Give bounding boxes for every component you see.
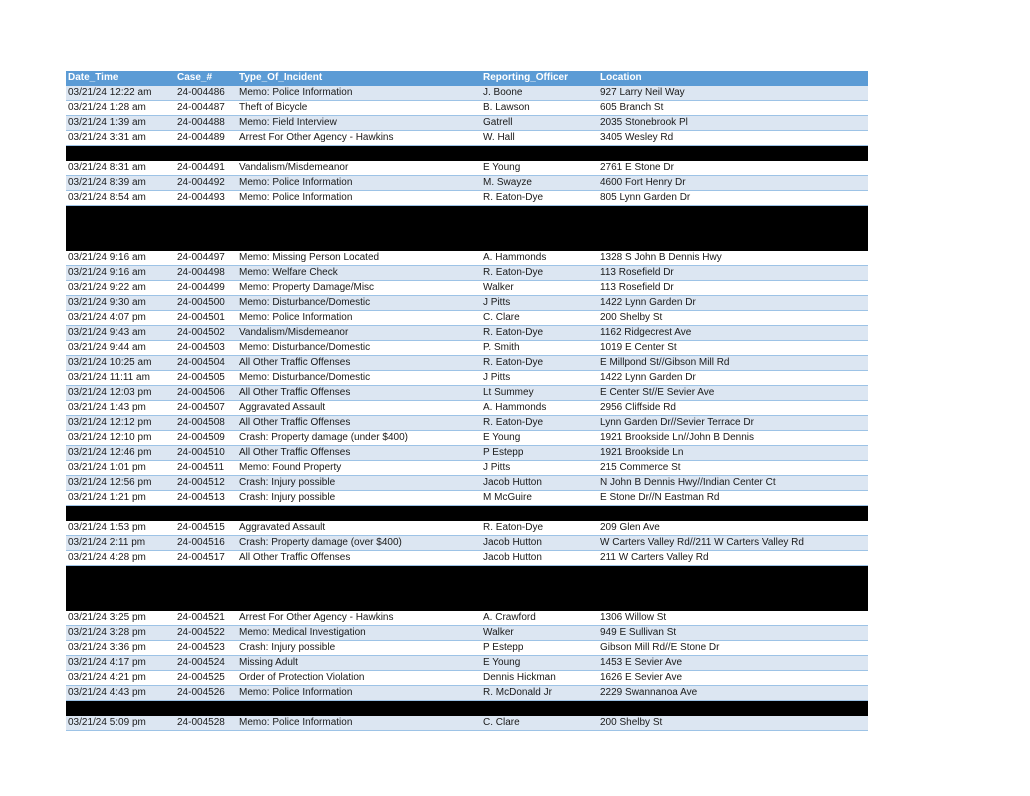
cell-location: 1422 Lynn Garden Dr (600, 297, 696, 308)
cell-case-number: 24-004509 (177, 432, 225, 443)
cell-reporting-officer: Gatrell (483, 117, 513, 128)
table-row (66, 341, 868, 356)
cell-type-of-incident: All Other Traffic Offenses (239, 552, 351, 563)
cell-date-time: 03/21/24 9:44 am (68, 342, 146, 353)
cell-location: 605 Branch St (600, 102, 664, 113)
cell-reporting-officer: P. Smith (483, 342, 520, 353)
table-row (66, 431, 868, 446)
table-row (66, 116, 868, 131)
cell-case-number: 24-004522 (177, 627, 225, 638)
cell-reporting-officer: Jacob Hutton (483, 552, 542, 563)
table-row (66, 296, 868, 311)
cell-type-of-incident: Vandalism/Misdemeanor (239, 162, 349, 173)
cell-date-time: 03/21/24 3:36 pm (68, 642, 146, 653)
table-row (66, 101, 868, 116)
cell-date-time: 03/21/24 12:46 pm (68, 447, 152, 458)
cell-type-of-incident: All Other Traffic Offenses (239, 387, 351, 398)
table-row (66, 626, 868, 641)
cell-location: 209 Glen Ave (600, 522, 660, 533)
cell-case-number: 24-004515 (177, 522, 225, 533)
cell-case-number: 24-004491 (177, 162, 225, 173)
cell-location: E Millpond St//Gibson Mill Rd (600, 357, 730, 368)
cell-case-number: 24-004486 (177, 87, 225, 98)
cell-reporting-officer: R. Eaton-Dye (483, 192, 544, 203)
cell-type-of-incident: Vandalism/Misdemeanor (239, 327, 349, 338)
cell-type-of-incident: Crash: Injury possible (239, 492, 336, 503)
cell-reporting-officer: J Pitts (483, 297, 511, 308)
cell-type-of-incident: Theft of Bicycle (239, 102, 308, 113)
cell-type-of-incident: Memo: Disturbance/Domestic (239, 372, 371, 383)
cell-location: 1626 E Sevier Ave (600, 672, 683, 683)
cell-reporting-officer: A. Crawford (483, 612, 536, 623)
table-row (66, 311, 868, 326)
cell-date-time: 03/21/24 9:16 am (68, 252, 146, 263)
cell-date-time: 03/21/24 5:09 pm (68, 717, 146, 728)
cell-date-time: 03/21/24 4:07 pm (68, 312, 146, 323)
cell-location: 200 Shelby St (600, 717, 663, 728)
cell-date-time: 03/21/24 12:22 am (68, 87, 152, 98)
cell-type-of-incident: Aggravated Assault (239, 402, 326, 413)
cell-date-time: 03/21/24 8:54 am (68, 192, 146, 203)
cell-reporting-officer: R. Eaton-Dye (483, 327, 544, 338)
header-date-time: Date_Time (68, 72, 119, 83)
redacted-row (66, 236, 868, 251)
cell-case-number: 24-004506 (177, 387, 225, 398)
cell-case-number: 24-004516 (177, 537, 225, 548)
cell-date-time: 03/21/24 4:28 pm (68, 552, 146, 563)
cell-case-number: 24-004504 (177, 357, 225, 368)
cell-date-time: 03/21/24 1:28 am (68, 102, 146, 113)
cell-reporting-officer: Walker (483, 282, 514, 293)
cell-reporting-officer: R. Eaton-Dye (483, 357, 544, 368)
cell-location: 927 Larry Neil Way (600, 87, 685, 98)
cell-case-number: 24-004497 (177, 252, 225, 263)
cell-location: 1306 Willow St (600, 612, 667, 623)
cell-reporting-officer: Dennis Hickman (483, 672, 556, 683)
cell-location: E Stone Dr//N Eastman Rd (600, 492, 720, 503)
table-row (66, 266, 868, 281)
cell-reporting-officer: E Young (483, 432, 521, 443)
cell-date-time: 03/21/24 4:17 pm (68, 657, 146, 668)
table-row (66, 446, 868, 461)
cell-case-number: 24-004513 (177, 492, 225, 503)
table-row (66, 491, 868, 506)
cell-type-of-incident: Order of Protection Violation (239, 672, 365, 683)
cell-reporting-officer: Lt Summey (483, 387, 534, 398)
table-row (66, 176, 868, 191)
cell-date-time: 03/21/24 3:31 am (68, 132, 146, 143)
table-header-row (66, 71, 868, 86)
cell-date-time: 03/21/24 12:12 pm (68, 417, 152, 428)
table-row (66, 326, 868, 341)
header-case-number: Case_# (177, 72, 213, 83)
table-row (66, 716, 868, 731)
cell-date-time: 03/21/24 10:25 am (68, 357, 152, 368)
cell-date-time: 03/21/24 9:30 am (68, 297, 146, 308)
table-row (66, 476, 868, 491)
cell-location: 1019 E Center St (600, 342, 677, 353)
cell-case-number: 24-004492 (177, 177, 225, 188)
table-row (66, 371, 868, 386)
cell-type-of-incident: Memo: Disturbance/Domestic (239, 297, 371, 308)
cell-location: 113 Rosefield Dr (600, 267, 674, 278)
cell-case-number: 24-004511 (177, 462, 225, 473)
cell-reporting-officer: M. Swayze (483, 177, 532, 188)
cell-date-time: 03/21/24 3:28 pm (68, 627, 146, 638)
cell-case-number: 24-004489 (177, 132, 225, 143)
cell-case-number: 24-004521 (177, 612, 225, 623)
table-body (66, 86, 868, 731)
redacted-row (66, 506, 868, 521)
header-type-of-incident: Type_Of_Incident (239, 72, 323, 83)
cell-case-number: 24-004508 (177, 417, 225, 428)
cell-reporting-officer: R. Eaton-Dye (483, 522, 544, 533)
cell-reporting-officer: W. Hall (483, 132, 515, 143)
cell-date-time: 03/21/24 4:43 pm (68, 687, 146, 698)
cell-location: 2035 Stonebrook Pl (600, 117, 688, 128)
cell-case-number: 24-004525 (177, 672, 225, 683)
cell-date-time: 03/21/24 8:31 am (68, 162, 146, 173)
cell-type-of-incident: All Other Traffic Offenses (239, 357, 351, 368)
cell-type-of-incident: Crash: Property damage (under $400) (239, 432, 408, 443)
cell-type-of-incident: Crash: Injury possible (239, 477, 336, 488)
cell-location: N John B Dennis Hwy//Indian Center Ct (600, 477, 776, 488)
cell-type-of-incident: Arrest For Other Agency - Hawkins (239, 132, 394, 143)
cell-location: Gibson Mill Rd//E Stone Dr (600, 642, 720, 653)
redacted-row (66, 206, 868, 221)
cell-type-of-incident: Memo: Missing Person Located (239, 252, 380, 263)
table-row (66, 461, 868, 476)
header-reporting-officer: Reporting_Officer (483, 72, 569, 83)
cell-type-of-incident: Memo: Police Information (239, 687, 353, 698)
cell-type-of-incident: Memo: Police Information (239, 312, 353, 323)
header-location: Location (600, 72, 642, 83)
cell-location: 1328 S John B Dennis Hwy (600, 252, 722, 263)
cell-type-of-incident: Memo: Police Information (239, 87, 353, 98)
cell-date-time: 03/21/24 1:01 pm (68, 462, 146, 473)
cell-reporting-officer: E Young (483, 657, 521, 668)
cell-location: 113 Rosefield Dr (600, 282, 674, 293)
cell-date-time: 03/21/24 1:21 pm (68, 492, 146, 503)
cell-case-number: 24-004517 (177, 552, 225, 563)
table-row (66, 521, 868, 536)
table-row (66, 551, 868, 566)
cell-date-time: 03/21/24 8:39 am (68, 177, 146, 188)
cell-reporting-officer: A. Hammonds (483, 252, 547, 263)
cell-case-number: 24-004488 (177, 117, 225, 128)
cell-reporting-officer: C. Clare (483, 312, 520, 323)
cell-date-time: 03/21/24 9:43 am (68, 327, 146, 338)
cell-type-of-incident: All Other Traffic Offenses (239, 447, 351, 458)
cell-reporting-officer: B. Lawson (483, 102, 530, 113)
cell-location: 200 Shelby St (600, 312, 663, 323)
cell-case-number: 24-004499 (177, 282, 225, 293)
table-row (66, 641, 868, 656)
redacted-row (66, 596, 868, 611)
cell-case-number: 24-004505 (177, 372, 225, 383)
table-row (66, 356, 868, 371)
cell-reporting-officer: Jacob Hutton (483, 477, 542, 488)
table-row (66, 251, 868, 266)
table-row (66, 386, 868, 401)
cell-reporting-officer: R. McDonald Jr (483, 687, 552, 698)
cell-date-time: 03/21/24 1:43 pm (68, 402, 146, 413)
cell-case-number: 24-004498 (177, 267, 225, 278)
cell-location: E Center St//E Sevier Ave (600, 387, 715, 398)
cell-case-number: 24-004502 (177, 327, 225, 338)
table-row (66, 656, 868, 671)
cell-location: 1422 Lynn Garden Dr (600, 372, 696, 383)
cell-location: 215 Commerce St (600, 462, 681, 473)
cell-date-time: 03/21/24 3:25 pm (68, 612, 146, 623)
redacted-row (66, 566, 868, 581)
redacted-row (66, 146, 868, 161)
cell-location: 2229 Swannanoa Ave (600, 687, 698, 698)
cell-case-number: 24-004528 (177, 717, 225, 728)
cell-location: 1921 Brookside Ln (600, 447, 684, 458)
cell-location: 949 E Sullivan St (600, 627, 677, 638)
cell-date-time: 03/21/24 4:21 pm (68, 672, 146, 683)
cell-type-of-incident: Aggravated Assault (239, 522, 326, 533)
redacted-row (66, 701, 868, 716)
cell-reporting-officer: C. Clare (483, 717, 520, 728)
cell-type-of-incident: Memo: Police Information (239, 177, 353, 188)
table-row (66, 281, 868, 296)
cell-location: 1162 Ridgecrest Ave (600, 327, 692, 338)
cell-location: 3405 Wesley Rd (600, 132, 674, 143)
cell-type-of-incident: Memo: Disturbance/Domestic (239, 342, 371, 353)
cell-date-time: 03/21/24 12:03 pm (68, 387, 152, 398)
cell-location: Lynn Garden Dr//Sevier Terrace Dr (600, 417, 754, 428)
cell-case-number: 24-004512 (177, 477, 225, 488)
table-row (66, 191, 868, 206)
table-row (66, 86, 868, 101)
cell-reporting-officer: P Estepp (483, 447, 524, 458)
cell-type-of-incident: Memo: Property Damage/Misc (239, 282, 375, 293)
cell-location: 805 Lynn Garden Dr (600, 192, 691, 203)
cell-type-of-incident: Memo: Police Information (239, 192, 353, 203)
cell-location: W Carters Valley Rd//211 W Carters Valley Rd (600, 537, 804, 548)
table-row (66, 611, 868, 626)
cell-location: 211 W Carters Valley Rd (600, 552, 709, 563)
cell-case-number: 24-004493 (177, 192, 225, 203)
cell-reporting-officer: A. Hammonds (483, 402, 547, 413)
table-row (66, 416, 868, 431)
incident-log-table (66, 71, 868, 731)
cell-date-time: 03/21/24 12:56 pm (68, 477, 152, 488)
cell-case-number: 24-004523 (177, 642, 225, 653)
cell-location: 2956 Cliffside Rd (600, 402, 676, 413)
table-row (66, 161, 868, 176)
cell-date-time: 03/21/24 9:16 am (68, 267, 146, 278)
table-row (66, 686, 868, 701)
cell-type-of-incident: All Other Traffic Offenses (239, 417, 351, 428)
cell-reporting-officer: P Estepp (483, 642, 524, 653)
cell-reporting-officer: M McGuire (483, 492, 532, 503)
table-row (66, 536, 868, 551)
cell-date-time: 03/21/24 1:39 am (68, 117, 146, 128)
cell-type-of-incident: Missing Adult (239, 657, 298, 668)
cell-location: 1453 E Sevier Ave (600, 657, 683, 668)
cell-type-of-incident: Memo: Welfare Check (239, 267, 338, 278)
cell-type-of-incident: Memo: Found Property (239, 462, 342, 473)
cell-case-number: 24-004524 (177, 657, 225, 668)
cell-date-time: 03/21/24 2:11 pm (68, 537, 146, 548)
cell-reporting-officer: E Young (483, 162, 521, 173)
cell-reporting-officer: J. Boone (483, 87, 523, 98)
redacted-row (66, 581, 868, 596)
cell-case-number: 24-004487 (177, 102, 225, 113)
table-row (66, 671, 868, 686)
cell-type-of-incident: Arrest For Other Agency - Hawkins (239, 612, 394, 623)
cell-date-time: 03/21/24 9:22 am (68, 282, 146, 293)
cell-type-of-incident: Crash: Injury possible (239, 642, 336, 653)
redacted-row (66, 221, 868, 236)
cell-reporting-officer: Jacob Hutton (483, 537, 542, 548)
cell-case-number: 24-004510 (177, 447, 225, 458)
cell-date-time: 03/21/24 12:10 pm (68, 432, 152, 443)
cell-location: 4600 Fort Henry Dr (600, 177, 686, 188)
cell-case-number: 24-004503 (177, 342, 225, 353)
table-row (66, 401, 868, 416)
cell-type-of-incident: Memo: Field Interview (239, 117, 337, 128)
cell-reporting-officer: Walker (483, 627, 514, 638)
cell-type-of-incident: Crash: Property damage (over $400) (239, 537, 402, 548)
cell-type-of-incident: Memo: Medical Investigation (239, 627, 366, 638)
cell-date-time: 03/21/24 11:11 am (68, 372, 150, 383)
cell-case-number: 24-004501 (177, 312, 225, 323)
cell-case-number: 24-004507 (177, 402, 225, 413)
cell-case-number: 24-004500 (177, 297, 225, 308)
cell-reporting-officer: R. Eaton-Dye (483, 267, 544, 278)
cell-type-of-incident: Memo: Police Information (239, 717, 353, 728)
cell-reporting-officer: J Pitts (483, 462, 511, 473)
cell-reporting-officer: J Pitts (483, 372, 511, 383)
cell-date-time: 03/21/24 1:53 pm (68, 522, 146, 533)
table-row (66, 131, 868, 146)
cell-location: 1921 Brookside Ln//John B Dennis (600, 432, 754, 443)
cell-reporting-officer: R. Eaton-Dye (483, 417, 544, 428)
cell-case-number: 24-004526 (177, 687, 225, 698)
cell-location: 2761 E Stone Dr (600, 162, 674, 173)
